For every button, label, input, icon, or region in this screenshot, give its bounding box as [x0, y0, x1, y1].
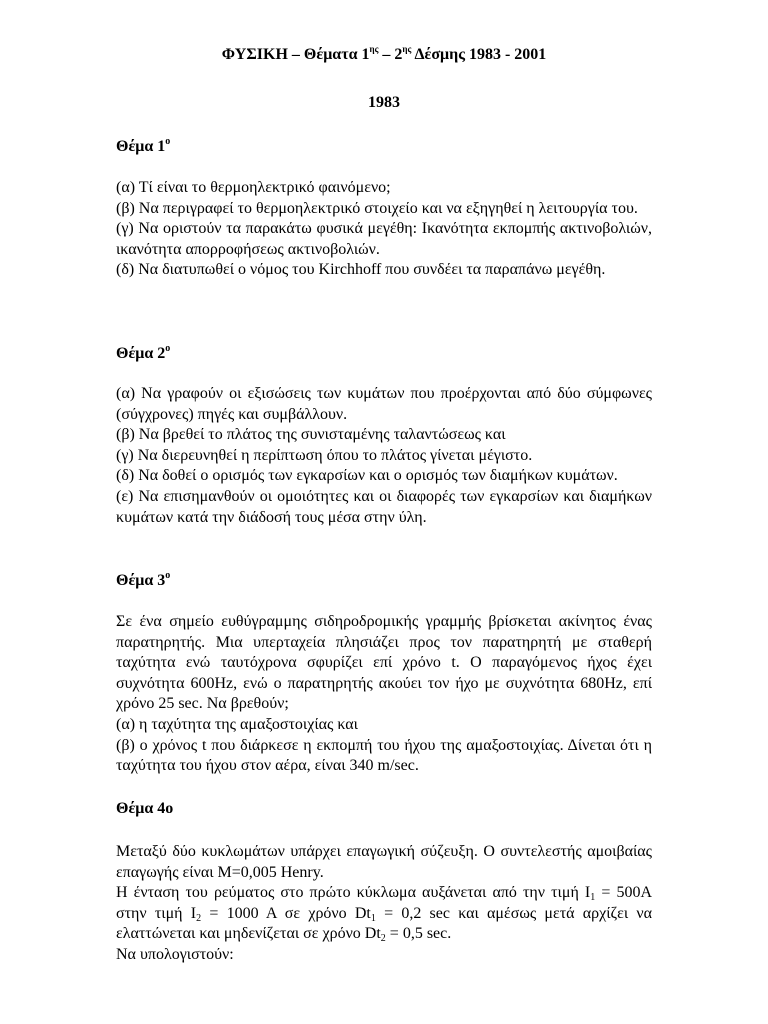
- topic-3-item-b: (β) ο χρόνος t που διάρκεσε η εκπομπή του ήχου της αμαξοστοιχίας. Δίνεται ότι η ταχύτητα του ήχου στον αέρα, είναι 340 m/sec.: [116, 736, 652, 775]
- topic-1-item-d: (δ) Να διατυπωθεί ο νόμος του Kirchhoff που συνδέει τα παραπάνω μεγέθη.: [116, 261, 606, 279]
- topic-4-current-description: Η ένταση του ρεύματος στο πρώτο κύκλωμα αυξάνεται από την τιμή $I_1 = 500A$ στην τιμή $I_2 = 1000$ A σε χρόνο $Dt_1 = 0,2$ sec και αμέσως μετά αρχίζει να ελαττώνεται και μηδενίζεται σε χρόνο $Dt_2 = 0,5$ sec.: [116, 884, 653, 945]
- topic-3-body: [116, 612, 652, 777]
- topic-3-item-a: (α) η ταχύτητα της αμαξοστοιχίας και: [116, 715, 358, 733]
- topic-2-item-c: (γ) Να διερευνηθεί η περίπτωση όπου το πλάτος γίνεται μέγιστο.: [116, 446, 533, 464]
- topic-2-item-b: (β) Να βρεθεί το πλάτος της συνισταμένης ταλαντώσεως και: [116, 426, 506, 444]
- year-heading: 1983: [368, 94, 400, 111]
- topic-1-item-b: (β) Να περιγραφεί το θερμοηλεκτρικό στοιχείο και να εξηγηθεί η λειτουργία του.: [116, 199, 638, 217]
- topic-1-body: [116, 178, 652, 281]
- topic-3-statement: Σε ένα σημείο ευθύγραμμης σιδηροδρομικής γραμμής βρίσκεται ακίνητος ένας παρατηρητής. Μια υπερταχεία πλησιάζει προς τον παρατηρητή με σταθερή ταχύτητα ενώ ταυτόχρονα σφυρίζει επί χρόνο t. Ο παραγόμενος ήχος έχει συχνότητα 600Hz, ενώ ο παρατηρητής ακούει τον ήχο με συχνότητα 680Hz, επί χρόνο 25 sec. Να βρεθούν;: [116, 613, 652, 713]
- topic-4-calculate-label: Να υπολογιστούν:: [116, 945, 234, 963]
- topic-2-item-e: (ε) Να επισημανθούν οι ομοιότητες και οι διαφορές των εγκαρσίων και διαμήκων κυμάτων κατά την διάδοσή τους μέσα στην ύλη.: [116, 487, 652, 526]
- topic-4-heading: Θέμα 4ο: [116, 800, 174, 817]
- topic-2-body: [116, 384, 652, 528]
- page-title: ΦΥΣΙΚΗ – Θέματα $1^{\eta\varsigma} - 2^{\eta\varsigma}$ Δέσμης 1983 - 2001: [221, 44, 547, 63]
- topic-2-item-a: (α) Να γραφούν οι εξισώσεις των κυμάτων που προέρχονται από δύο σύμφωνες (σύγχρονες) πηγές και συμβάλλουν.: [116, 385, 652, 423]
- topic-4-body: [116, 842, 652, 966]
- topic-3-heading: Θέμα $3^o$: [116, 570, 171, 589]
- topic-4-statement: Μεταξύ δύο κυκλωμάτων υπάρχει επαγωγική σύζευξη. Ο συντελεστής αμοιβαίας επαγωγής είναι Μ=0,005 Henry.: [116, 843, 652, 881]
- topic-2-heading: Θέμα $2^o$: [116, 343, 171, 362]
- topic-1-item-c: (γ) Να οριστούν τα παρακάτω φυσικά μεγέθη: Ικανότητα εκπομπής ακτινοβολιών, ικανότητα απορροφήσεως ακτινοβολιών.: [116, 220, 652, 258]
- topic-2-item-d: (δ) Να δοθεί ο ορισμός των εγκαρσίων και ο ορισμός των διαμήκων κυμάτων.: [116, 467, 618, 485]
- topic-1-item-a: (α) Τί είναι το θερμοηλεκτρικό φαινόμενο;: [116, 179, 391, 196]
- topic-1-heading: Θέμα $1^o$: [116, 136, 171, 155]
